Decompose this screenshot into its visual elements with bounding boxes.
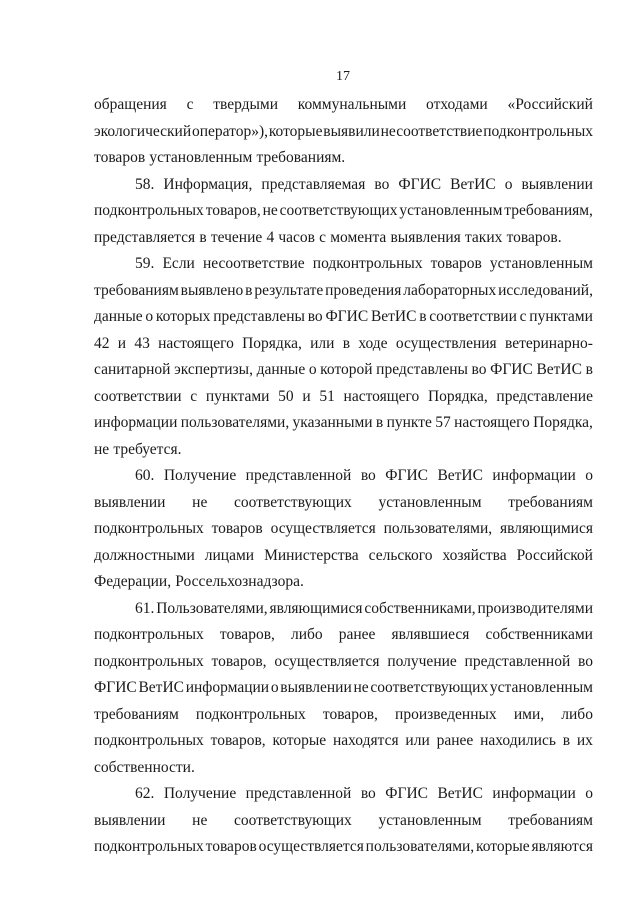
word: о <box>145 308 154 325</box>
word: либо <box>290 626 323 643</box>
word: установленным <box>378 811 482 829</box>
word: должностными <box>94 546 195 564</box>
word: не <box>94 440 110 458</box>
word: таких <box>464 228 503 246</box>
word: пользователями, <box>383 520 493 537</box>
text-line <box>94 172 593 199</box>
word: ими, <box>513 705 545 723</box>
text-line <box>94 675 593 702</box>
word: ранее <box>338 626 376 643</box>
word: в <box>342 334 351 352</box>
word: ветеринарно- <box>504 334 593 352</box>
word: информации <box>185 679 270 696</box>
word: представлены <box>213 308 305 325</box>
word: пользователями, <box>180 414 290 431</box>
word: о <box>504 175 513 193</box>
word: информации <box>94 414 178 431</box>
word: подконтрольных <box>312 255 423 272</box>
word: осуществления <box>395 334 497 352</box>
word: требованиям. <box>256 149 346 166</box>
word: ВетИС <box>450 175 496 193</box>
word: подконтрольных <box>94 626 204 643</box>
word: 58. <box>135 175 155 193</box>
word: оператор»), <box>191 122 268 140</box>
word: во <box>374 175 390 193</box>
word: 42 <box>94 334 110 352</box>
text-line <box>94 225 593 252</box>
text-line <box>94 781 593 808</box>
text-line <box>94 119 593 146</box>
word: представленной <box>245 467 352 484</box>
word: ФГИС <box>325 308 369 325</box>
word: выявлении <box>94 493 166 511</box>
word: данные <box>256 361 306 378</box>
word: являются <box>531 838 593 855</box>
word: либо <box>561 705 593 723</box>
word: Порядка, <box>242 334 302 352</box>
word: которые <box>272 732 327 749</box>
word: хозяйства <box>442 546 507 564</box>
word: установленным <box>489 255 593 272</box>
word: соответствующих <box>370 679 489 696</box>
word: ФГИС <box>385 785 428 802</box>
word: выявлении <box>94 811 166 829</box>
word: соответствии <box>94 387 182 405</box>
word: представление <box>496 387 593 405</box>
word: данные <box>94 308 143 325</box>
word: представляемая <box>261 175 366 193</box>
word: исследований, <box>498 281 593 299</box>
word: во <box>578 652 593 670</box>
word: собственниками <box>485 626 593 643</box>
word: осуществляется <box>270 520 376 537</box>
word: в <box>419 308 427 325</box>
word: 60. <box>135 467 155 484</box>
word: течение <box>210 228 263 246</box>
word: 59. <box>135 255 155 272</box>
word: соответствующих <box>234 493 352 511</box>
text-line <box>94 702 593 729</box>
word: санитарной <box>94 361 171 378</box>
document-body <box>94 92 593 861</box>
word: о <box>585 467 593 484</box>
word: или <box>405 732 430 749</box>
word: товаров, <box>205 202 261 219</box>
word: подконтрольных <box>94 202 204 219</box>
word: Российской <box>516 546 593 564</box>
word: во <box>360 785 376 802</box>
word: подконтрольных <box>94 732 204 749</box>
word: Порядка, <box>533 414 593 431</box>
word: установленным <box>149 149 253 166</box>
word: ФГИС <box>490 361 533 378</box>
word: 51 <box>319 387 335 405</box>
word: ВетИС <box>370 308 417 325</box>
text-line <box>94 569 593 596</box>
word: пунктами <box>529 308 593 325</box>
word: ходе <box>358 334 388 352</box>
word: подконтрольных <box>483 122 593 140</box>
word: ФГИС <box>385 467 428 484</box>
word: в <box>562 732 571 749</box>
word: подконтрольных <box>94 520 204 537</box>
word: с <box>190 387 198 405</box>
word: установленным <box>489 679 593 696</box>
word: Пользователями, <box>156 599 268 617</box>
word: «Российский <box>507 96 593 113</box>
word: произведенных <box>395 705 497 723</box>
word: лицами <box>204 546 255 564</box>
word: о <box>308 361 317 378</box>
word: настоящего <box>454 414 530 431</box>
word: Порядка, <box>427 387 488 405</box>
word: которые <box>268 122 323 140</box>
word: обращения <box>94 96 167 113</box>
word: в <box>199 228 207 246</box>
word: Информация, <box>163 175 253 193</box>
word: указанными <box>292 414 373 431</box>
word: информации <box>492 467 576 484</box>
text-line <box>94 490 593 517</box>
word: настоящего <box>343 387 420 405</box>
word: которые <box>476 838 530 855</box>
word: товаров, <box>211 652 267 670</box>
word: твердыми <box>213 96 279 113</box>
word: во <box>307 308 323 325</box>
word: требованиям <box>94 281 179 299</box>
word: пункте <box>386 414 432 431</box>
word: с <box>519 308 527 325</box>
word: товаров, <box>210 732 266 749</box>
word: несоответствие <box>380 122 483 140</box>
word: 62. <box>135 785 155 802</box>
word: товаров <box>205 838 257 855</box>
word: находились <box>480 732 556 749</box>
text-line <box>94 728 593 755</box>
word: ФГИС <box>398 175 442 193</box>
page-number: 17 <box>336 69 350 84</box>
text-line <box>94 596 593 623</box>
text-line <box>94 384 593 411</box>
word: информации <box>492 785 576 802</box>
word: 50 <box>278 387 294 405</box>
word: требованиям, <box>504 202 593 219</box>
text-line <box>94 834 593 861</box>
word: о <box>585 785 593 802</box>
word: 4 <box>266 228 275 246</box>
text-line <box>94 251 593 278</box>
word: товаров, <box>219 626 275 643</box>
word: 61. <box>135 599 155 617</box>
word: соответствующих <box>279 202 398 219</box>
word: коммунальными <box>297 96 407 113</box>
text-line <box>94 622 593 649</box>
text-line <box>94 463 593 490</box>
text-line <box>94 755 593 782</box>
word: результате <box>254 281 324 299</box>
word: которой <box>320 361 373 378</box>
word: подконтрольных <box>94 652 204 670</box>
word: ВетИС <box>437 467 483 484</box>
word: момента <box>330 228 387 246</box>
text-line <box>94 516 593 543</box>
word: ФГИС <box>94 679 137 696</box>
word: установленным <box>399 202 503 219</box>
word: находятся <box>332 732 399 749</box>
word: осуществляется <box>258 838 364 855</box>
word: пунктами <box>205 387 270 405</box>
word: не <box>192 493 208 511</box>
word: несоответствие <box>202 255 305 272</box>
word: настоящего <box>158 334 234 352</box>
word: проведения <box>325 281 402 299</box>
word: являвшиеся <box>391 626 470 643</box>
word: экологический <box>94 122 192 140</box>
word: выявлении <box>521 175 593 193</box>
word: подконтрольных <box>94 838 204 855</box>
text-line <box>94 808 593 835</box>
word: с <box>186 96 194 113</box>
text-line <box>94 304 593 331</box>
word: выявили <box>323 122 380 140</box>
text-line <box>94 331 593 358</box>
word: установленным <box>378 493 482 511</box>
word: являющимися <box>499 520 593 537</box>
word: отходами <box>426 96 488 113</box>
word: требованиям <box>508 493 593 511</box>
word: в <box>375 414 384 431</box>
word: не <box>262 202 278 219</box>
word: представленной <box>464 652 571 670</box>
word: представленной <box>245 785 352 802</box>
word: ранее <box>436 732 474 749</box>
word: подконтрольных <box>195 705 306 723</box>
word: в <box>245 281 253 299</box>
word: сельского <box>368 546 433 564</box>
word: пользователями, <box>365 838 475 855</box>
word: выявлено <box>180 281 244 299</box>
word: Россельхознадзора. <box>175 573 304 590</box>
word: соответствии <box>429 308 517 325</box>
word: соответствующих <box>234 811 352 829</box>
word: их <box>576 732 593 749</box>
word: являющимися <box>269 599 363 617</box>
text-line <box>94 649 593 676</box>
text-line <box>94 437 593 464</box>
word: собственности. <box>94 758 195 776</box>
word: Если <box>162 255 195 272</box>
word: представлены <box>376 361 468 378</box>
word: требуется. <box>113 440 182 458</box>
word: ВетИС <box>536 361 582 378</box>
word: Министерства <box>264 546 359 564</box>
word: представляется <box>94 228 196 246</box>
word: выявлении <box>280 679 352 696</box>
text-line <box>94 278 593 305</box>
word: Федерации, <box>94 573 172 590</box>
word: экспертизы, <box>174 361 253 378</box>
text-line <box>94 198 593 225</box>
word: товаров <box>94 149 146 166</box>
word: или <box>310 334 335 352</box>
word: собственниками, <box>364 599 476 617</box>
word: в <box>585 361 593 378</box>
word: не <box>353 679 369 696</box>
word: получение <box>387 652 457 670</box>
word: товаров <box>211 520 263 537</box>
text-line <box>94 410 593 437</box>
word: часов <box>278 228 315 246</box>
word: товаров <box>430 255 482 272</box>
word: требованиям <box>94 705 179 723</box>
word: 57 <box>435 414 451 431</box>
text-line <box>94 543 593 570</box>
word: товаров, <box>322 705 378 723</box>
word: и <box>117 334 127 352</box>
word: ВетИС <box>138 679 184 696</box>
word: о <box>270 679 279 696</box>
word: выявления <box>390 228 461 246</box>
word: 43 <box>134 334 150 352</box>
word: с <box>319 228 327 246</box>
word: во <box>471 361 487 378</box>
word: и <box>302 387 311 405</box>
word: лабораторных <box>403 281 497 299</box>
text-line <box>94 92 593 119</box>
word: Получение <box>163 467 237 484</box>
word: ВетИС <box>437 785 483 802</box>
word: товаров. <box>506 228 562 246</box>
word: Получение <box>163 785 237 802</box>
word: осуществляется <box>274 652 380 670</box>
word: во <box>360 467 376 484</box>
word: которых <box>155 308 211 325</box>
word: производителями <box>477 599 593 617</box>
word: не <box>192 811 208 829</box>
text-line <box>94 145 593 172</box>
word: требованиям <box>508 811 593 829</box>
text-line <box>94 357 593 384</box>
